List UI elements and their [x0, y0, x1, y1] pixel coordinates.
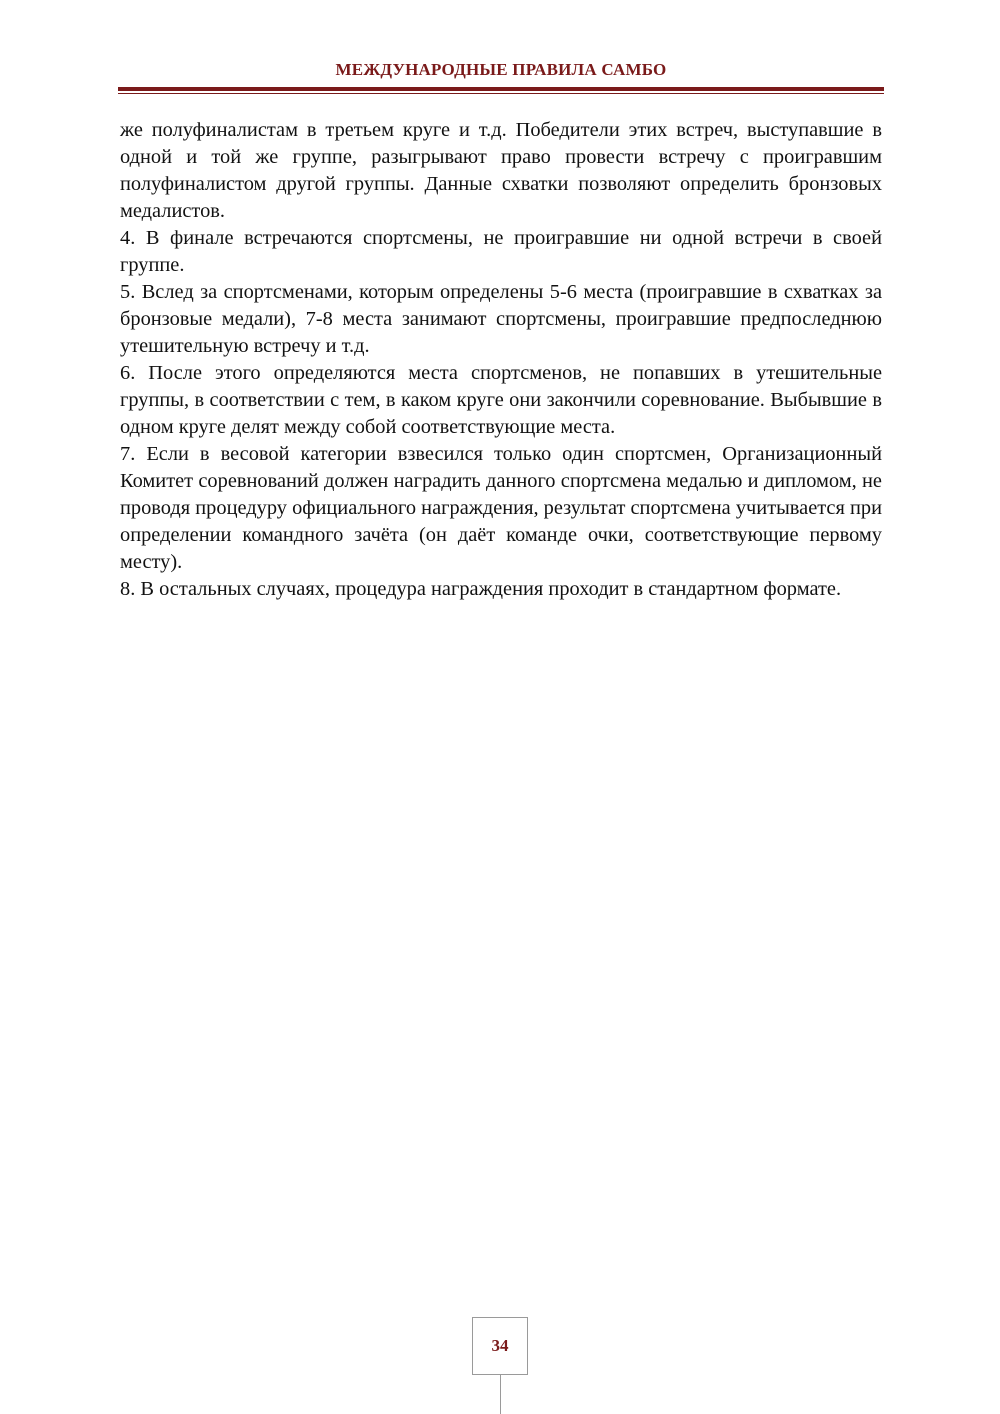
page-number: 34 — [491, 1336, 509, 1355]
paragraph-rule-6: 6. После этого определяются места спортсменов, не попавших в утешительные группы, в соответствии с тем, в каком круге они закончили соревнование. Выбывшие в одном круге делят между собой соответствующие места. — [120, 362, 882, 438]
header-rule-thin — [118, 93, 884, 94]
page-number-box — [472, 1317, 528, 1375]
page-number-stem — [500, 1375, 501, 1414]
page-header-title: МЕЖДУНАРОДНЫЕ ПРАВИЛА САМБО — [335, 60, 667, 79]
paragraph-rule-5: 5. Вслед за спортсменами, которым определены 5-6 места (проигравшие в схватках за бронзовые медали), 7-8 места занимают спортсмены, проигравшие предпоследнюю утешительную встречу и т.д. — [120, 281, 882, 357]
document-body — [120, 117, 882, 603]
header-rule-thick — [118, 87, 884, 91]
paragraph-continuation: же полуфиналистам в третьем круге и т.д. Победители этих встреч, выступавшие в одной и той же группе, разыгрывают право провести встречу с проигравшим полуфиналистом другой группы. Данные схватки позволяют определить бронзовых медалистов. — [120, 119, 882, 222]
paragraph-rule-4: 4. В финале встречаются спортсмены, не проигравшие ни одной встречи в своей группе. — [120, 227, 882, 276]
paragraph-rule-8: 8. В остальных случаях, процедура награждения проходит в стандартном формате. — [120, 578, 842, 600]
paragraph-rule-7: 7. Если в весовой категории взвесился только один спортсмен, Организационный Комитет соревнований должен наградить данного спортсмена медалью и дипломом, не проводя процедуру официального награждения, результат спортсмена учитывается при определении командного зачёта (он даёт команде очки, соответствующие первому месту). — [120, 443, 882, 573]
